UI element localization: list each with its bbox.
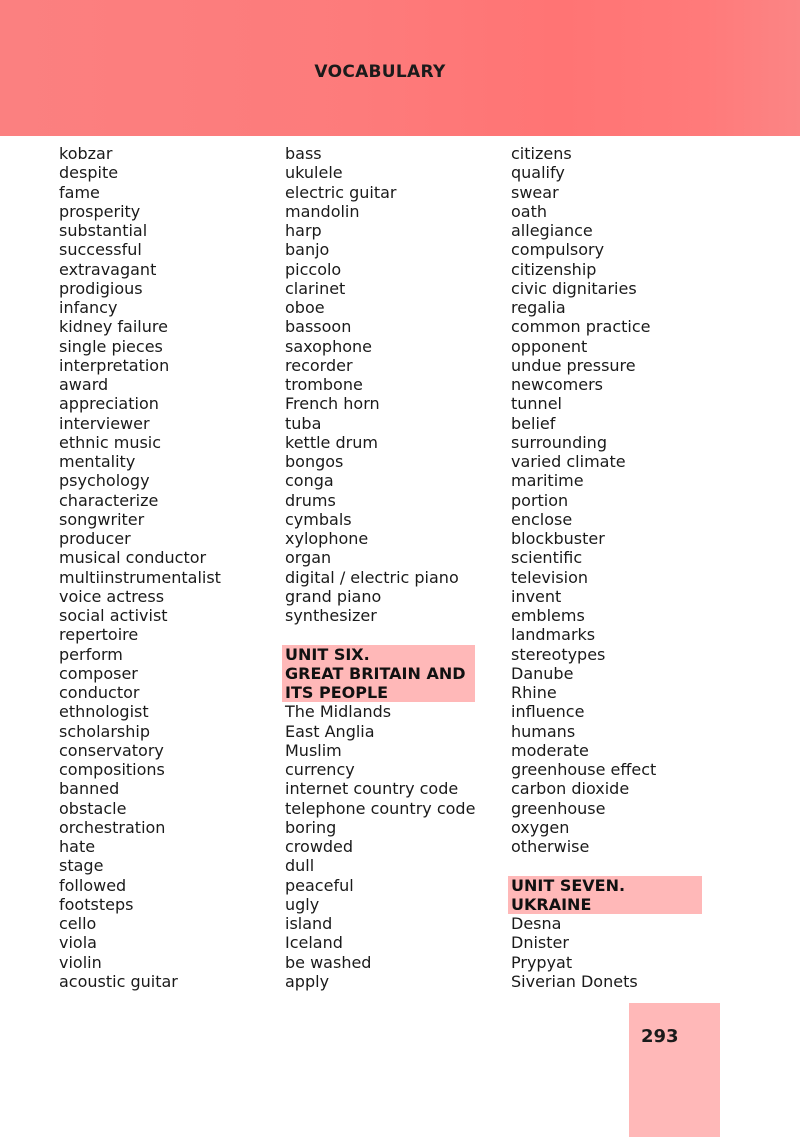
page-title: VOCABULARY — [314, 62, 446, 82]
vocab-word: Iceland — [285, 933, 343, 953]
vocab-word: swear — [511, 182, 559, 202]
vocab-word: ukulele — [285, 163, 343, 183]
page-header — [0, 0, 800, 136]
vocab-word: opponent — [511, 336, 588, 356]
vocab-word: extravagant — [59, 259, 157, 279]
vocab-word: portion — [511, 490, 569, 510]
vocab-word: bassoon — [285, 317, 352, 337]
vocab-word: trombone — [285, 375, 363, 394]
vocab-word: tunnel — [511, 394, 562, 414]
vocab-word: oboe — [285, 298, 325, 317]
vocab-word: piccolo — [285, 259, 342, 279]
vocab-word: interviewer — [59, 413, 150, 433]
vocab-word: orchestration — [59, 817, 166, 837]
vocab-word: bass — [285, 144, 322, 163]
vocab-word: newcomers — [511, 375, 603, 394]
vocab-word: apply — [285, 971, 330, 991]
vocab-word: island — [285, 914, 333, 933]
vocab-word: belief — [511, 413, 556, 433]
vocab-word: banned — [59, 779, 120, 799]
vocab-word: dull — [285, 856, 315, 876]
vocab-word: humans — [511, 721, 576, 741]
vocab-word: Muslim — [285, 740, 342, 760]
vocab-word: telephone country code — [285, 798, 476, 818]
vocab-word: carbon dioxide — [511, 779, 630, 799]
vocab-word: regalia — [511, 298, 566, 317]
vocab-word: emblems — [511, 606, 585, 625]
vocab-word: prodigious — [59, 278, 143, 298]
vocab-word: surrounding — [511, 432, 607, 452]
vocab-word: crowded — [285, 837, 354, 856]
vocab-word: maritime — [511, 471, 584, 491]
vocabulary-column-3 — [511, 144, 702, 991]
vocab-word: kidney failure — [59, 317, 168, 337]
unit-heading-line: ITS PEOPLE — [285, 683, 389, 702]
vocab-word: footsteps — [59, 894, 134, 914]
unit-heading — [508, 876, 702, 915]
vocab-word: cello — [59, 914, 97, 933]
vocab-word: conductor — [59, 683, 140, 702]
vocab-word: prosperity — [59, 201, 141, 221]
vocab-word: banjo — [285, 240, 330, 260]
vocab-word: electric guitar — [285, 182, 397, 202]
vocab-word: be washed — [285, 952, 372, 972]
vocab-word: synthesizer — [285, 606, 377, 625]
vocab-word: qualify — [511, 163, 565, 183]
spacer — [511, 856, 702, 875]
vocab-word: citizens — [511, 144, 572, 163]
vocab-word: acoustic guitar — [59, 971, 178, 991]
vocab-word: tuba — [285, 413, 322, 433]
unit-heading — [282, 645, 475, 703]
vocab-word: boring — [285, 817, 337, 837]
vocab-word: Rhine — [511, 683, 557, 702]
vocab-word: currency — [285, 760, 355, 779]
vocab-word: East Anglia — [285, 721, 375, 741]
vocab-word: voice actress — [59, 586, 165, 606]
vocab-word: common practice — [511, 317, 651, 337]
vocab-word: civic dignitaries — [511, 278, 637, 298]
vocab-word: substantial — [59, 221, 148, 240]
vocab-word: harp — [285, 221, 322, 240]
vocab-word: stage — [59, 856, 104, 876]
vocab-word: single pieces — [59, 336, 163, 356]
vocab-word: internet country code — [285, 779, 459, 799]
vocab-word: The Midlands — [285, 702, 392, 722]
vocab-word: recorder — [285, 355, 353, 375]
vocab-word: landmarks — [511, 625, 596, 645]
vocab-word: greenhouse — [511, 798, 606, 818]
vocab-word: hate — [59, 837, 96, 856]
vocab-word: blockbuster — [511, 529, 605, 548]
vocab-word: award — [59, 375, 109, 394]
vocab-word: peaceful — [285, 875, 354, 895]
vocab-word: Prypyat — [511, 952, 573, 972]
vocab-word: despite — [59, 163, 119, 183]
vocab-word: drums — [285, 490, 336, 510]
vocab-word: oath — [511, 201, 548, 221]
vocab-word: interpretation — [59, 355, 170, 375]
vocab-word: Desna — [511, 914, 562, 933]
vocab-word: invent — [511, 586, 562, 606]
vocab-word: influence — [511, 702, 585, 722]
vocab-word: undue pressure — [511, 355, 636, 375]
vocab-word: mentality — [59, 452, 136, 471]
vocab-word: greenhouse effect — [511, 760, 657, 779]
vocab-word: citizenship — [511, 259, 597, 279]
vocab-word: compositions — [59, 760, 165, 779]
vocabulary-column-1 — [59, 144, 221, 991]
vocab-word: songwriter — [59, 509, 145, 529]
vocab-word: musical conductor — [59, 548, 207, 568]
vocab-word: ugly — [285, 894, 320, 914]
vocab-word: French horn — [285, 394, 380, 414]
vocab-word: infancy — [59, 298, 118, 317]
vocab-word: grand piano — [285, 586, 382, 606]
vocab-word: viola — [59, 933, 97, 953]
vocab-word: cymbals — [285, 509, 352, 529]
vocab-word: moderate — [511, 740, 589, 760]
vocab-word: allegiance — [511, 221, 593, 240]
unit-heading-line: UKRAINE — [511, 894, 592, 914]
vocab-word: Dnister — [511, 933, 569, 953]
vocab-word: mandolin — [285, 201, 360, 221]
vocab-word: ethnologist — [59, 702, 149, 722]
spacer — [285, 625, 475, 644]
vocab-word: Danube — [511, 663, 574, 683]
vocab-word: psychology — [59, 471, 150, 491]
unit-heading-line: UNIT SIX. — [285, 644, 370, 664]
vocab-word: composer — [59, 663, 138, 683]
vocab-word: conga — [285, 471, 334, 491]
vocab-word: characterize — [59, 490, 159, 510]
vocabulary-column-2 — [285, 144, 475, 991]
vocab-word: social activist — [59, 606, 168, 625]
vocab-word: scientific — [511, 548, 583, 568]
vocab-word: repertoire — [59, 625, 139, 645]
vocab-word: otherwise — [511, 837, 590, 856]
vocab-word: fame — [59, 182, 100, 202]
vocab-word: organ — [285, 548, 332, 568]
vocab-word: multiinstrumentalist — [59, 567, 221, 587]
vocab-word: clarinet — [285, 278, 346, 298]
unit-heading-line: UNIT SEVEN. — [511, 875, 626, 895]
vocab-word: oxygen — [511, 817, 570, 837]
vocab-word: violin — [59, 952, 102, 972]
unit-heading-line: GREAT BRITAIN AND — [285, 663, 466, 683]
page-number: 293 — [641, 1026, 679, 1047]
vocab-word: bongos — [285, 452, 344, 471]
vocab-word: enclose — [511, 509, 573, 529]
vocab-word: television — [511, 567, 589, 587]
vocab-word: scholarship — [59, 721, 150, 741]
vocab-word: stereotypes — [511, 644, 606, 664]
vocab-word: followed — [59, 875, 127, 895]
vocab-word: varied climate — [511, 452, 626, 471]
vocab-word: digital / electric piano — [285, 567, 459, 587]
vocab-word: successful — [59, 240, 142, 260]
vocab-word: kobzar — [59, 144, 113, 163]
vocab-word: perform — [59, 644, 123, 664]
vocab-word: xylophone — [285, 529, 369, 548]
vocab-word: producer — [59, 529, 131, 548]
vocab-word: ethnic music — [59, 432, 162, 452]
vocab-word: appreciation — [59, 394, 159, 414]
vocab-word: compulsory — [511, 240, 605, 260]
vocab-word: saxophone — [285, 336, 372, 356]
vocab-word: conservatory — [59, 740, 164, 760]
vocab-word: Siverian Donets — [511, 971, 638, 991]
page-number-box — [629, 1003, 720, 1137]
vocab-word: kettle drum — [285, 432, 378, 452]
vocab-word: obstacle — [59, 798, 127, 818]
